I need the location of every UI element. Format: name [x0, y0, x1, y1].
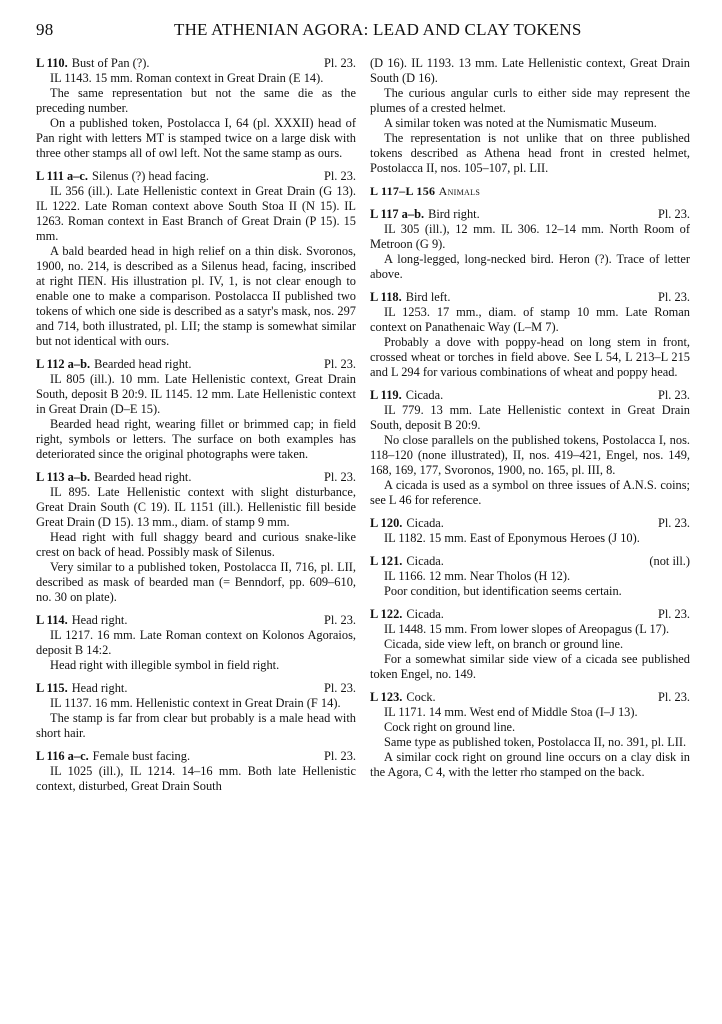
entry-paragraph: IL 805 (ill.). 10 mm. Late Hellenistic context, Great Drain South, deposit B 20:9. IL 1145. 12 mm. Late Hellenistic context in Great Drain (D–E 15).: [36, 372, 356, 416]
entry-plate: Pl. 23.: [657, 388, 690, 402]
entry-label: L 117 a–b.: [370, 207, 425, 221]
entry-plate: Pl. 23.: [657, 290, 690, 304]
entry-plate: Pl. 23.: [657, 207, 690, 221]
page-header: [36, 20, 696, 44]
catalog-entry: [370, 607, 690, 682]
entry-paragraph: IL 1253. 17 mm., diam. of stamp 10 mm. Late Roman context on Panathenaic Way (L–M 7).: [370, 305, 690, 334]
entry-paragraph: IL 1166. 12 mm. Near Tholos (H 12).: [384, 569, 571, 583]
entry-paragraph: IL 1137. 16 mm. Hellenistic context in Great Drain (F 14).: [50, 696, 341, 710]
catalog-entry: [370, 554, 690, 599]
entry-paragraph: For a somewhat similar side view of a cicada see published token Engel, no. 149.: [370, 652, 690, 681]
entry-paragraph: The stamp is far from clear but probably is a male head with short hair.: [36, 711, 356, 740]
entry-plate: Pl. 23.: [323, 749, 356, 763]
entry-plate: Pl. 23.: [323, 681, 356, 695]
continuation-paragraph: A similar token was noted at the Numismatic Museum.: [384, 116, 657, 130]
entry-heading: [370, 690, 690, 705]
running-title: THE ATHENIAN AGORA: LEAD AND CLAY TOKENS: [174, 20, 582, 39]
continuation-paragraph: The curious angular curls to either side may represent the plumes of a crested helmet.: [370, 86, 690, 115]
catalog-entry: [370, 690, 690, 780]
entry-label: L 118.: [370, 290, 402, 304]
catalog-entry: [36, 749, 356, 794]
entry-heading: [370, 516, 690, 531]
entry-heading: [36, 613, 356, 628]
entry-title: Bearded head right.: [94, 470, 192, 484]
entry-heading: [36, 681, 356, 696]
left-column: [36, 56, 356, 802]
entry-label: L 116 a–c.: [36, 749, 89, 763]
entry-paragraph: IL 1182. 15 mm. East of Eponymous Heroes (J 10).: [384, 531, 640, 545]
entry-title: Cicada.: [406, 607, 444, 621]
catalog-entry: [36, 613, 356, 673]
entry-title: Head right.: [71, 681, 128, 695]
entry-plate: Pl. 23.: [323, 470, 356, 484]
entry-title: Cock.: [406, 690, 436, 704]
section-name: Animals: [438, 184, 481, 198]
entry-paragraph: Probably a dove with poppy-head on long stem in front, crossed wheat or torches in field above. See L 54, L 213–L 215 and L 294 for various combinations of wheat and poppy head.: [370, 335, 690, 379]
continuation-paragraph: (D 16). IL 1193. 13 mm. Late Hellenistic context, Great Drain South (D 16).: [370, 56, 690, 85]
entry-plate: Pl. 23.: [657, 607, 690, 621]
entry-paragraph: Head right with full shaggy beard and curious snake-like crest on back of head. Possibly mask of Silenus.: [36, 530, 356, 559]
right-entries: [370, 207, 690, 780]
entry-heading: [370, 290, 690, 305]
catalog-entry: [370, 207, 690, 282]
entry-heading: [36, 357, 356, 372]
entry-title: Bust of Pan (?).: [71, 56, 150, 70]
entry-paragraph: No close parallels on the published tokens, Postolacca I, nos. 118–120 (none illustrated), II, nos. 419–421, Engel, nos. 149, 168, 169, 177, Svoronos, 1900, no. 165, pl. III, 8.: [370, 433, 690, 477]
entry-label: L 115.: [36, 681, 68, 695]
entry-heading: [36, 56, 356, 71]
entry-heading: [370, 554, 690, 569]
entry-heading: [370, 388, 690, 403]
entry-paragraph: Cicada, side view left, on branch or ground line.: [384, 637, 624, 651]
entry-paragraph: IL 305 (ill.), 12 mm. IL 306. 12–14 mm. North Room of Metroon (G 9).: [370, 222, 690, 251]
section-label: L 117–L 156: [370, 184, 436, 198]
entry-plate: Pl. 23.: [323, 169, 356, 183]
entry-paragraph: The same representation but not the same die as the preceding number.: [36, 86, 356, 115]
entry-label: L 122.: [370, 607, 403, 621]
entry-paragraph: IL 356 (ill.). Late Hellenistic context in Great Drain (G 13). IL 1222. Late Roman context above South Stoa II (N 15). IL 1263. Roman context in East Branch of Great Drain (P 15). 15 mm.: [36, 184, 356, 243]
entry-paragraph: Poor condition, but identification seems certain.: [384, 584, 622, 598]
entry-paragraph: IL 1143. 15 mm. Roman context in Great Drain (E 14).: [50, 71, 324, 85]
entry-paragraph: A long-legged, long-necked bird. Heron (?). Trace of letter above.: [370, 252, 690, 281]
entry-heading: [36, 749, 356, 764]
entry-plate: (not ill.): [649, 554, 690, 568]
catalog-entry: [370, 516, 690, 546]
continuation-block: [370, 56, 690, 180]
entry-plate: Pl. 23.: [323, 56, 356, 70]
entry-label: L 111 a–c.: [36, 169, 88, 183]
entry-paragraph: IL 1448. 15 mm. From lower slopes of Areopagus (L 17).: [384, 622, 670, 636]
entry-title: Head right.: [71, 613, 128, 627]
catalog-entry: [370, 388, 690, 508]
entry-title: Bearded head right.: [94, 357, 192, 371]
entry-paragraph: IL 1171. 14 mm. West end of Middle Stoa (I–J 13).: [384, 705, 638, 719]
entry-paragraph: Very similar to a published token, Postolacca II, 716, pl. LII, described as mask of bearded man (= Benndorf, pp. 609–610, no. 30 on plate).: [36, 560, 356, 604]
entry-heading: [36, 169, 356, 184]
catalog-entry: [370, 290, 690, 380]
entry-paragraph: On a published token, Postolacca I, 64 (pl. XXXII) head of Pan right with letters MT is stamped twice on a large disk with three other stamps all of owl left. Not the same stamp as ours.: [36, 116, 356, 160]
entry-paragraph: Bearded head right, wearing fillet or brimmed cap; in field right, symbols or letters. The surface on both examples has deteriorated since the original photographs were taken.: [36, 417, 356, 461]
entry-label: L 119.: [370, 388, 402, 402]
entry-title: Cicada.: [405, 388, 444, 402]
entry-paragraph: Cock right on ground line.: [384, 720, 516, 734]
entry-paragraph: IL 779. 13 mm. Late Hellenistic context in Great Drain South, deposit B 20:9.: [370, 403, 690, 432]
entry-paragraph: A cicada is used as a symbol on three issues of A.N.S. coins; see L 46 for reference.: [370, 478, 690, 507]
entry-paragraph: A bald bearded head in high relief on a thin disk. Svoronos, 1900, no. 214, is described as a Silenus head, facing, inscribed at right ΠΕΝ. His illustration pl. IV, 1, is not clear enough to enable one to make a comparison. Postolacca II published two tokens of which one side is described as a satyr's mask, nos. 297 and 714, both illustrated, pl. LII; the stamp is somewhat similar but not identical with ours.: [36, 244, 356, 348]
entry-label: L 123.: [370, 690, 403, 704]
entry-paragraph: IL 1025 (ill.), IL 1214. 14–16 mm. Both late Hellenistic context, disturbed, Great Drain South: [36, 764, 356, 793]
entry-paragraph: IL 1217. 16 mm. Late Roman context on Kolonos Agoraios, deposit B 14:2.: [36, 628, 356, 657]
entry-label: L 114.: [36, 613, 68, 627]
entry-heading: [370, 207, 690, 222]
entry-heading: [36, 470, 356, 485]
entry-title: Silenus (?) head facing.: [91, 169, 209, 183]
entry-paragraph: IL 895. Late Hellenistic context with slight disturbance, Great Drain South (C 19). IL 1151 (ill.). Hellenistic fill beside Great Drain (D 15). 13 mm., diam. of stamp 9 mm.: [36, 485, 356, 529]
entry-title: Bird right.: [428, 207, 480, 221]
entry-heading: [370, 607, 690, 622]
entry-label: L 120.: [370, 516, 403, 530]
entry-plate: Pl. 23.: [657, 516, 690, 530]
entry-label: L 112 a–b.: [36, 357, 91, 371]
continuation-paragraph: The representation is not unlike that on three published tokens described as Athena head front in crested helmet, Postolacca II, nos. 105–107, pl. LII.: [370, 131, 690, 175]
entry-plate: Pl. 23.: [323, 357, 356, 371]
section-heading: [370, 184, 690, 199]
catalog-entry: [36, 681, 356, 741]
entry-label: L 121.: [370, 554, 403, 568]
right-column: [370, 56, 690, 788]
entry-title: Bird left.: [405, 290, 451, 304]
entry-paragraph: Head right with illegible symbol in field right.: [50, 658, 280, 672]
entry-paragraph: A similar cock right on ground line occurs on a clay disk in the Agora, C 4, with the letter rho stamped on the back.: [370, 750, 690, 779]
catalog-entry: [36, 169, 356, 349]
entry-title: Cicada.: [406, 516, 444, 530]
entry-plate: Pl. 23.: [657, 690, 690, 704]
page-number: 98: [36, 20, 54, 39]
entry-title: Female bust facing.: [92, 749, 191, 763]
section-spacer: [370, 176, 690, 180]
entry-title: Cicada.: [406, 554, 444, 568]
entry-plate: Pl. 23.: [323, 613, 356, 627]
catalog-entry: [36, 470, 356, 605]
catalog-entry: [36, 56, 356, 161]
entry-paragraph: Same type as published token, Postolacca II, no. 391, pl. LII.: [384, 735, 687, 749]
entry-label: L 113 a–b.: [36, 470, 91, 484]
entry-label: L 110.: [36, 56, 68, 70]
catalog-entry: [36, 357, 356, 462]
